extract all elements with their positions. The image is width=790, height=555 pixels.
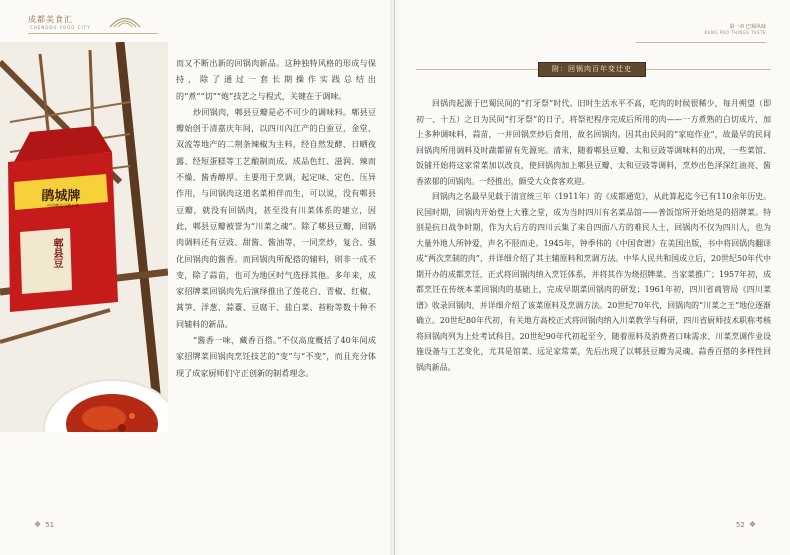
page-number: 51 <box>45 520 55 529</box>
page-number-left <box>34 520 54 529</box>
header-rule <box>28 33 158 34</box>
header-brand <box>28 14 158 38</box>
left-body-text <box>176 55 376 381</box>
left-paragraph: 而又不断出新的回锅肉新品。这种独特风格的形成与保持，除了通过一套长期操作实践总结出的“煮”“切”“炮”技艺之与程式，关键在于调味。 <box>176 58 376 101</box>
page-number-right <box>736 520 756 529</box>
brand-title: 成都美食汇 <box>28 15 73 24</box>
page-number: 52 <box>735 520 745 529</box>
chapter-sublabel: KUNG PAO THINGS TASTE <box>704 30 766 35</box>
right-body-text <box>416 96 771 375</box>
package-label-text: 鹃城牌 <box>41 189 81 204</box>
ornament-icon: ❖ <box>748 520 756 529</box>
chapter-label: 第一章 巴蜀风味 <box>729 24 766 30</box>
left-paragraph: “酱香一味，藏香百搭。”不仅高度概括了40年间成家招牌菜回锅肉烹饪技艺的“变”与“不变”，而且充分体现了成家厨师们守正创新的制肴理念。 <box>176 335 376 378</box>
header-section <box>636 23 766 35</box>
header-rule <box>636 42 766 43</box>
ornament-icon: ❖ <box>34 520 42 529</box>
brand-subtitle: CHENGDU FOOD CITY <box>30 25 91 30</box>
left-paragraph: 炒回锅肉，郫县豆瓣是必不可少的调味料。郫县豆瓣始创于清嘉庆年间，以四川內江产的白蚕豆，金堂、双流等地产的二荆条辣椒为主料，经自然发酵、日晒夜露、经短蛋糕等工艺酿制而成。成品色红、滋润、辣而不燥、酱香醇厚。主要用于烹调，起定味、定色、压异作用，与回锅肉这道名菜相伴而生，可以说，没有郫县豆瓣，就没有回锅肉，甚至没有川菜体系的建立，因此，郫县豆瓣被誉为“川菜之魂”。除了郫县豆瓣，回锅肉调料还有豆豉、甜酱、酱油等，一同烹炒，复合、强化回锅肉的酱香。而回锅肉所配搭的辅料，则非一成不变，除了蒜苗，也可为地区时气选择其他。多年来，成家招牌菜回锅肉先后演绎推出了莲花白、青椒、红椒、蒿笋、洋葱、蒜薹、豆腐干、盐白菜、苔粉等数十种不同辅料的新品。 <box>176 106 376 329</box>
photo-bamboo-basket-with-bean-paste <box>0 42 168 432</box>
package-label-subtext: 中国郫县豆瓣名牌 <box>47 203 79 208</box>
section-title: 附：回锅肉百年变迁史 <box>538 62 646 77</box>
right-paragraph: 回锅肉之名最早见载于清宣统三年（1911年）的《成都通览》，从此算起迄今已有110余年历史。民国时期，回锅肉开始登上大雅之堂，成为当时四川有名菜品馆——普饭馆所开始培是的招牌菜。特别是抗日战争时期，作为大后方的四川云集了来自四面八方的难民人士，回锅肉不仅为四川人，也为大量外地人所钟爱，声名不胫而走。1945年，钟季伟的《中国食谱》在美国出版，书中将回锅肉翻译成“两次烹制的肉”，并详细介绍了其主辅原料和烹调方法。中华人民共和国成立后，20世纪50年代中期开办的成都烹饪，正式将回锅肉纳入烹饪体系，并将其作为烧招牌菜、当家菜推广；1957年初，成都烹饪在传统本菜回锅肉的基础上，完成早期菜回锅肉的研发；1961年初，四川省商管局《四川菜谱》收录回锅肉，并详细介绍了该菜原料及烹调方法。20世纪70年代，回锅肉的“川菜之王”地位逐渐确立。20世纪80年代初，有关地方高校正式将回锅肉纳入川菜教学与科研，四川省厨师技术职称考核将回锅肉列为上灶考试科目。20世纪90年代初起至今，随着原料及消费者口味需求、川菜烹调作业设施设备与工艺变化，尤其是馆菜、远足家常菜，先后出现了以郫县豆瓣为灵魂、蒜香百搭的多样性回锅肉新品。 <box>416 192 771 372</box>
package-side-text: 郫县豆 <box>51 238 62 268</box>
arch-logo-icon <box>108 14 142 28</box>
right-page <box>395 0 790 555</box>
right-paragraph: 回锅肉起源于巴蜀民间的“打牙祭”时代。旧时生活水平不高，吃肉的时候很稀少，每月朔望（即初一、十五）之日为民间“打牙祭”的日子，将祭祀程序完成后所用的肉——一方煮熟的白切成片，加上多种调味料，蒜苗，一并回锅烹炒后食用，故名回锅肉。因其由民间的“家庭作业”，故最早的民间回锅肉所用调料及时蔬都留有先源宪。清末，随着郫县豆瓣、太和豆豉等调味料的出现，一些菜馆、饭铺开始将这家常菜加以改良，使回锅肉加上郫县豆瓣、太和豆豉等调料，烹炒出色泽深红油亮、酱香浓郁的回锅肉。一经推出，颇受大众食客欢迎。 <box>416 99 771 186</box>
